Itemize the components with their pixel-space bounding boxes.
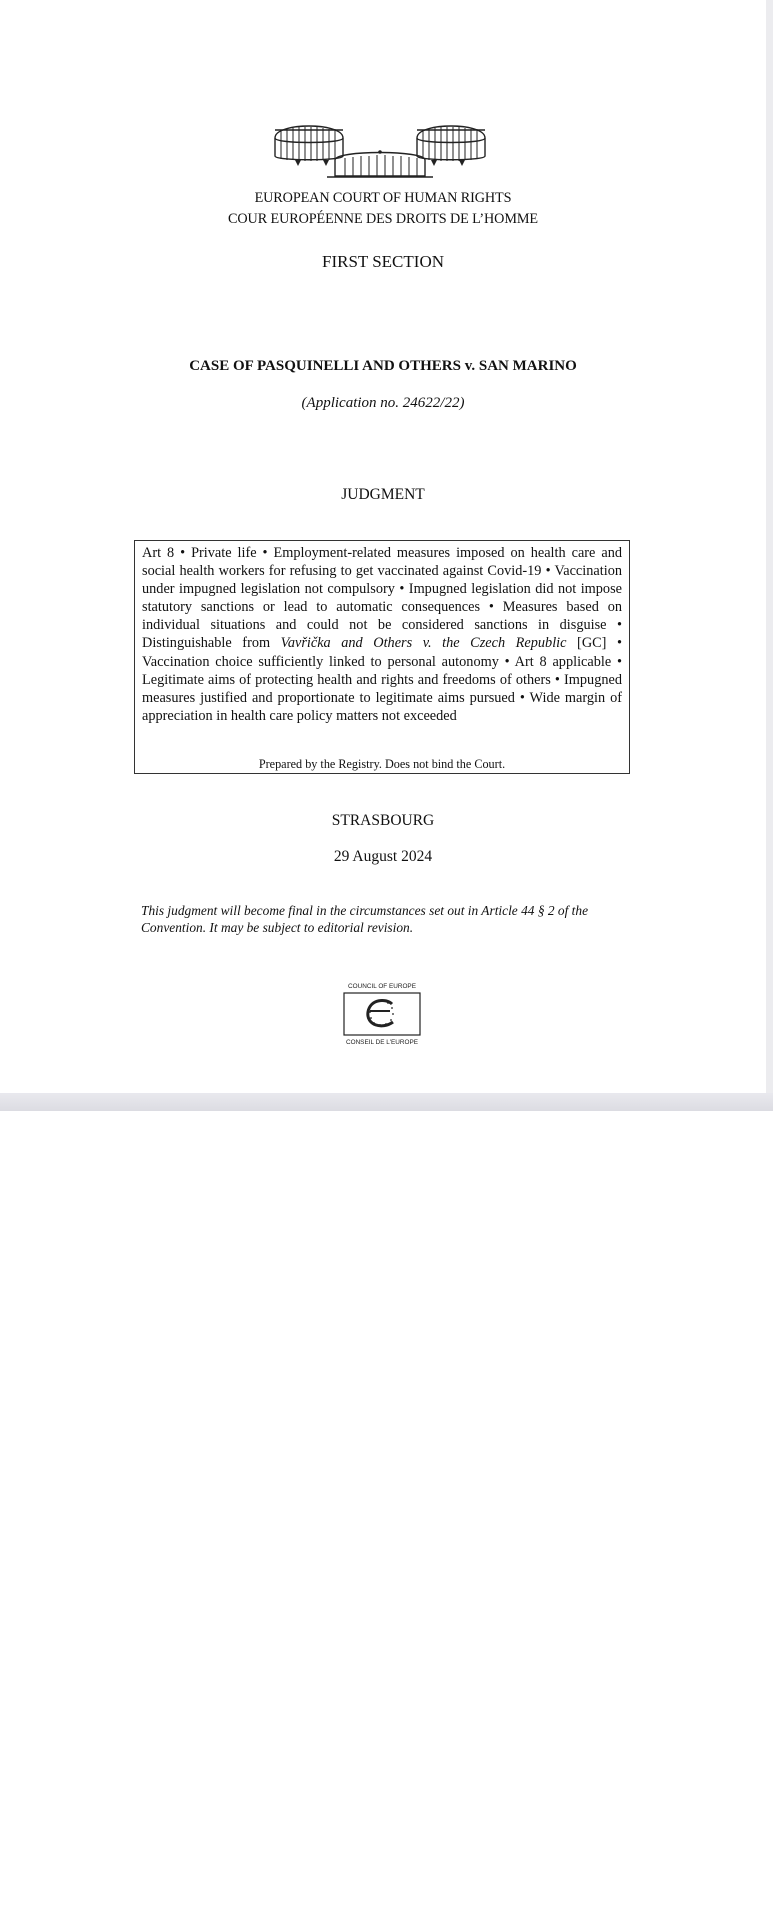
finality-note: This judgment will become final in the circumstances set out in Article 44 § 2 of the Convention. It may be subject to editorial revision. [141, 903, 589, 935]
council-of-europe-logo-icon [340, 980, 424, 1046]
section-title: FIRST SECTION [321, 252, 444, 271]
court-name [0, 188, 766, 230]
document-type: JUDGMENT [341, 486, 425, 503]
page-separator [0, 1093, 773, 1111]
application-number: (Application no. 24622/22) [301, 395, 465, 411]
keywords-summary-box [134, 540, 630, 774]
cited-case: Vavřička and Others v. the Czech Republic [280, 635, 567, 652]
case-title: CASE OF PASQUINELLI AND OTHERS v. SAN MARINO [189, 358, 577, 374]
court-building-icon [265, 108, 495, 184]
court-name-en: EUROPEAN COURT OF HUMAN RIGHTS [254, 190, 512, 206]
court-name-fr: COUR EUROPÉENNE DES DROITS DE L’HOMME [228, 211, 538, 227]
document-page-2 [0, 1111, 773, 1920]
keywords-part-2: [GC] • Vaccination choice sufficiently linked to personal autonomy • Art 8 applicable • Legitimate aims of protecting health and rights and freedoms of others • Impugned measures justified and proportionate to legitimate aims pursued • Wide margin of appreciation in health care policy matters not exceeded [142, 635, 623, 724]
keywords-part-1: Art 8 • Private life • Employment-related measures imposed on health care and social health workers for refusing to get vaccinated against Covid-19 • Vaccination under impugned legislation not compulsory • Impugned legislation did not impose statutory sanctions or lead to automatic consequences • Measures based on individual situations and could not be considered sanctions in disguise • Distinguishable from [142, 545, 622, 652]
coe-bottom-text: CONSEIL DE L'EUROPE [345, 1039, 419, 1046]
place: STRASBOURG [331, 812, 435, 829]
keywords-text [142, 544, 622, 725]
coe-top-text: COUNCIL OF EUROPE [348, 983, 416, 990]
registry-note: Prepared by the Registry. Does not bind the Court. [258, 757, 506, 771]
judgment-date: 29 August 2024 [333, 848, 433, 865]
